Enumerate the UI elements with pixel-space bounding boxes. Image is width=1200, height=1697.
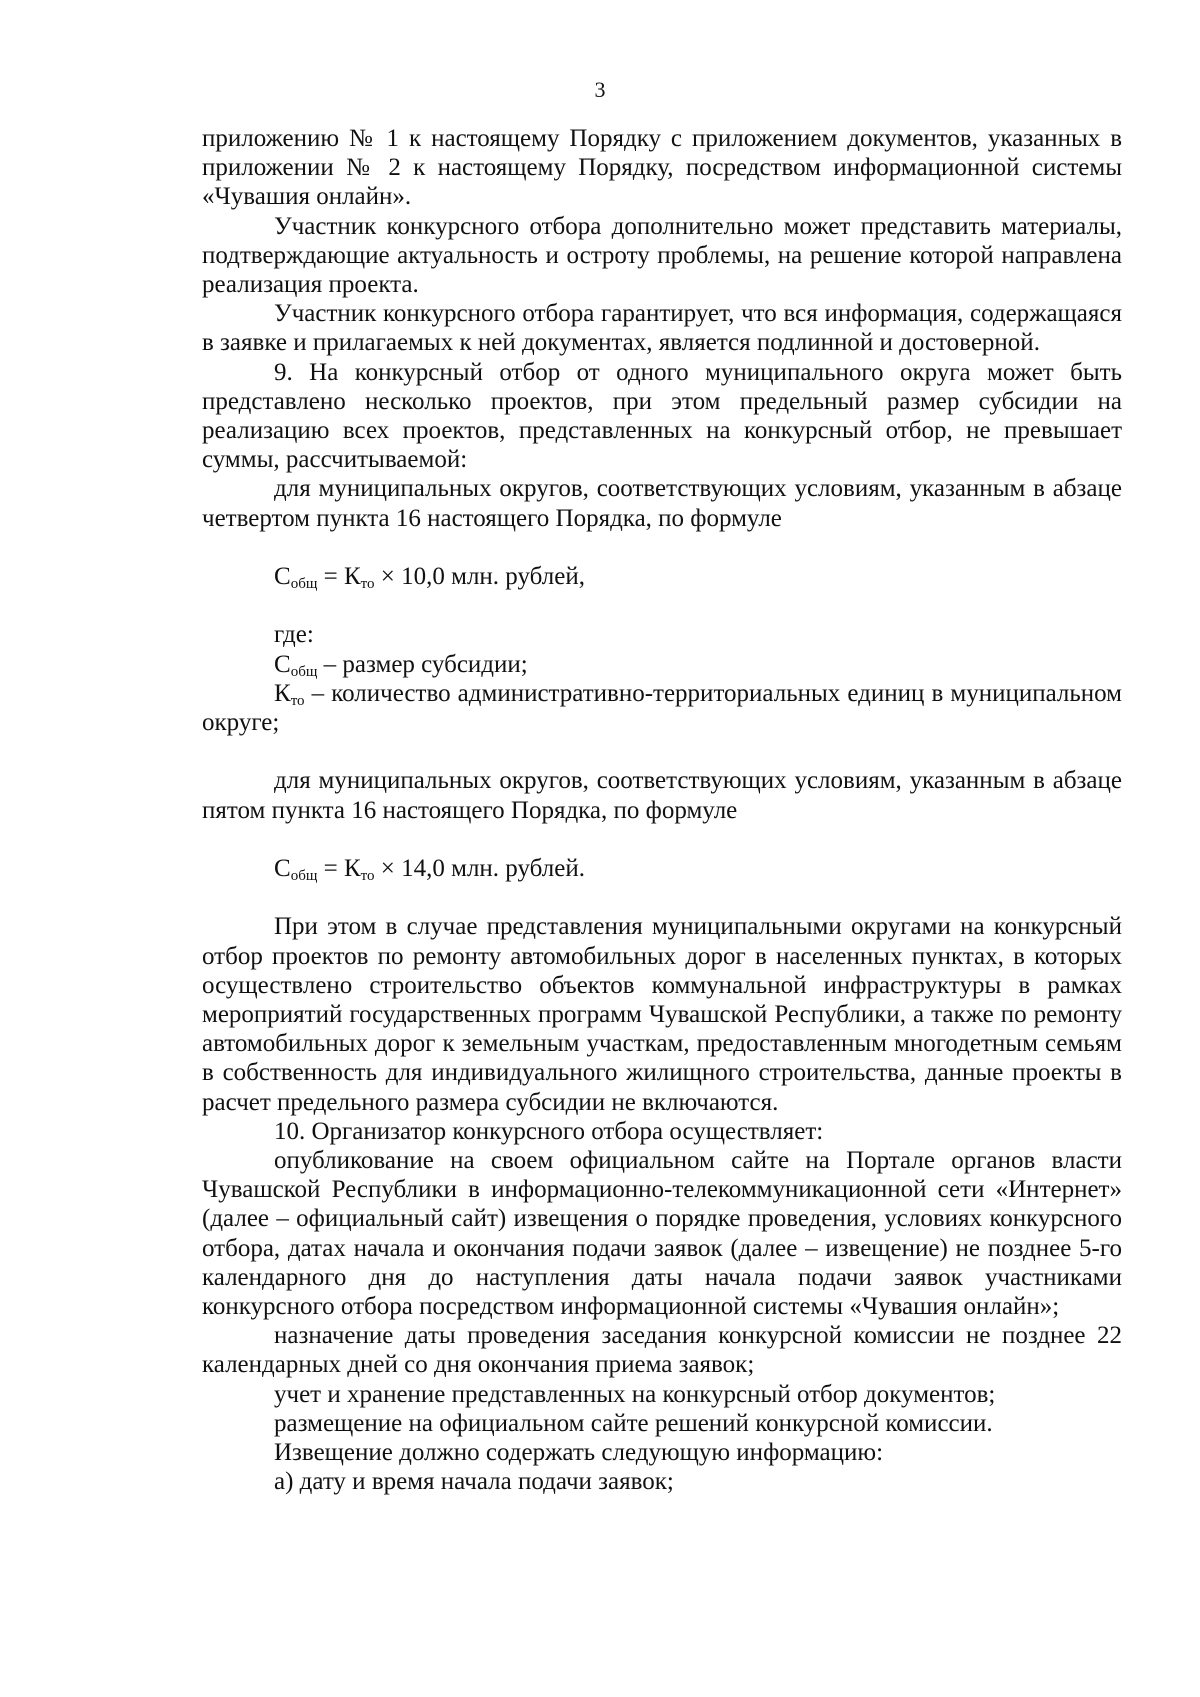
definition-k: $К_{то}$ – количество административно-территориальных единиц в муниципальном округе; <box>202 679 1122 737</box>
paragraph: Извещение должно содержать следующую информацию: <box>274 1439 884 1467</box>
spacer <box>202 591 1122 620</box>
paragraph: При этом в случае представления муниципальными округами на конкурсный отбор проектов по ремонту автомобильных дорог в населенных пунктах, в которых осуществлено строительство объектов коммунальной инфраструктуры в рамках мероприятий государственных программ Чувашской Республики, а также по ремонту автомобильных дорог к земельным участкам, предоставленным многодетным семьям в собственность для индивидуального жилищного строительства, данные проекты в расчет предельного размера субсидии не включаются. <box>202 913 1122 1116</box>
paragraph: назначение даты проведения заседания конкурсной комиссии не позднее 22 календарных дней со дня окончания приема заявок; <box>202 1322 1122 1379</box>
paragraph-item-10: 10. Организатор конкурсного отбора осуществляет: <box>274 1117 824 1145</box>
page-number: 3 <box>594 77 606 102</box>
paragraph: размещение на официальном сайте решений конкурсной комиссии. <box>274 1409 993 1437</box>
spacer <box>202 533 1122 562</box>
formula-1: $С_{общ} = К_{то} \times 10,0$ млн. рублей, <box>274 563 585 593</box>
formula-2: $С_{общ} = К_{то} \times 14,0$ млн. рублей. <box>274 855 585 885</box>
spacer <box>202 825 1122 854</box>
paragraph: приложению № 1 к настоящему Порядку с приложением документов, указанных в приложении № 2 к настоящему Порядку, посредством информационной системы «Чувашия онлайн». <box>202 125 1122 211</box>
paragraph: опубликование на своем официальном сайте на Портале органов власти Чувашской Республики в информационно-телекоммуникационной сети «Интернет» (далее – официальный сайт) извещения о порядке проведения, условиях конкурсного отбора, датах начала и окончания подачи заявок (далее – извещение) не позднее 5-го календарного дня до наступления даты начала подачи заявок участниками конкурсного отбора посредством информационной системы «Чувашия онлайн»; <box>202 1147 1122 1321</box>
paragraph: для муниципальных округов, соответствующих условиям, указанным в абзаце четвертом пункта 16 настоящего Порядка, по формуле <box>202 475 1122 532</box>
paragraph-item-9: 9. На конкурсный отбор от одного муниципального округа может быть представлено несколько проектов, при этом предельный размер субсидии на реализацию всех проектов, представленных на конкурсный отбор, не превышает суммы, рассчитываемой: <box>202 358 1122 474</box>
spacer <box>202 883 1122 912</box>
where-title: где: <box>274 621 314 649</box>
paragraph-item-a: а) дату и время начала подачи заявок; <box>274 1468 674 1496</box>
paragraph: Участник конкурсного отбора гарантирует, что вся информация, содержащаяся в заявке и прилагаемых к ней документах, является подлинной и достоверной. <box>202 300 1122 357</box>
spacer <box>202 737 1122 766</box>
paragraph: Участник конкурсного отбора дополнительно может представить материалы, подтверждающие актуальность и остроту проблемы, на решение которой направлена реализация проекта. <box>202 212 1122 299</box>
paragraph: для муниципальных округов, соответствующих условиям, указанным в абзаце пятом пункта 16 настоящего Порядка, по формуле <box>202 767 1122 824</box>
document-body <box>202 124 1122 1496</box>
definition-c: $С_{общ}$ – размер субсидии; <box>274 650 528 680</box>
paragraph: учет и хранение представленных на конкурсный отбор документов; <box>274 1380 996 1408</box>
